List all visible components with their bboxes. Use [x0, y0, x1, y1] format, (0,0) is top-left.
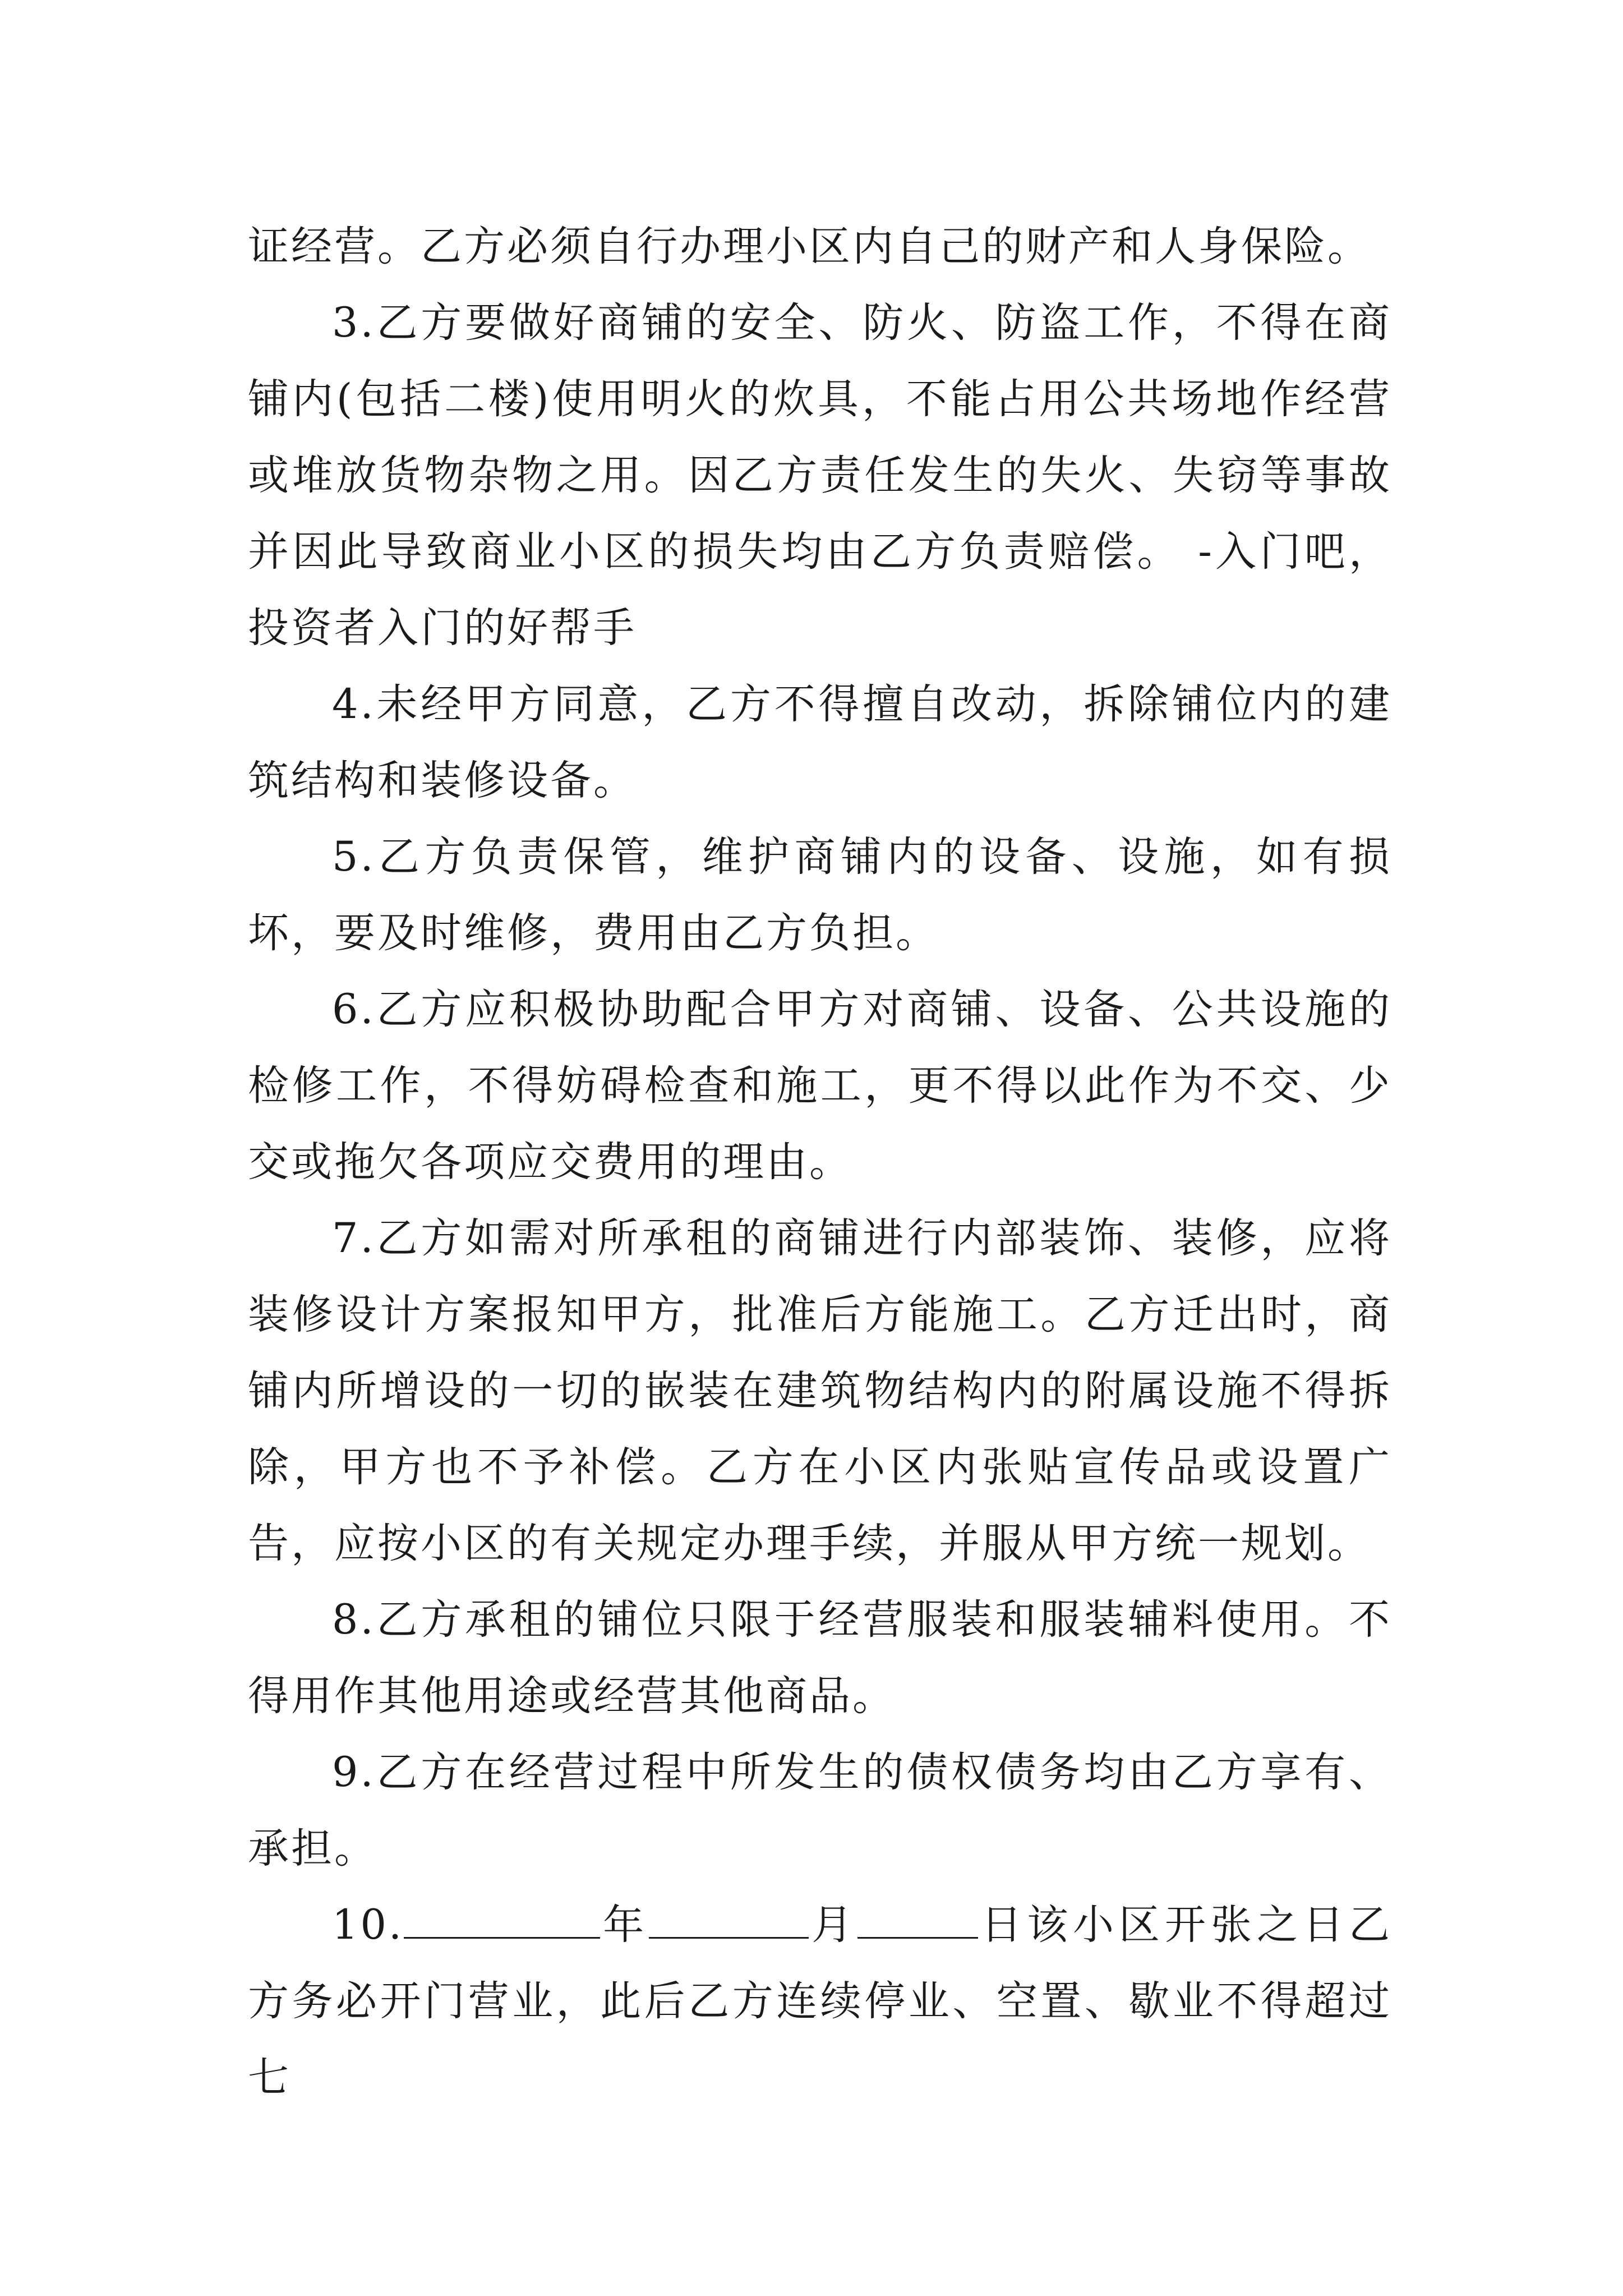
clause-7: 7.乙方如需对所承租的商铺进行内部装饰、装修，应将装修设计方案报知甲方，批准后方能施工。乙方迁出时，商铺内所增设的一切的嵌装在建筑物结构内的附属设施不得拆除，甲方也不予补偿。乙方在小区内张贴宣传品或设置广告，应按小区的有关规定办理手续，并服从甲方统一规划。 [248, 1214, 1392, 1567]
day-label: 日 [978, 1901, 1027, 1949]
month-label: 月 [809, 1901, 858, 1949]
year-blank [404, 1892, 600, 1939]
clause-6: 6.乙方应积极协助配合甲方对商铺、设备、公共设施的检修工作，不得妨碍检查和施工，更不得以此作为不交、少交或拖欠各项应交费用的理由。 [248, 986, 1392, 1186]
clause-10-text: 该小区开张之日乙方务必开门营业，此后乙方连续停业、空置、歇业不得超过七 [248, 1901, 1393, 2101]
document-body [248, 209, 1392, 2116]
year-label: 年 [600, 1901, 649, 1949]
day-blank [857, 1892, 978, 1939]
clause-3: 3.乙方要做好商铺的安全、防火、防盗工作，不得在商铺内(包括二楼)使用明火的炊具，不能占用公共场地作经营或堆放货物杂物之用。因乙方责任发生的失火、失窃等事故并因此导致商业小区的损失均由乙方负责赔偿。 -入门吧，投资者入门的好帮手 [248, 299, 1392, 652]
paragraph-continuation: 证经营。乙方必须自行办理小区内自己的财产和人身保险。 [248, 223, 1371, 270]
clause-4: 4.未经甲方同意，乙方不得擅自改动，拆除铺位内的建筑结构和装修设备。 [248, 680, 1392, 804]
clause-10-number: 10. [332, 1901, 404, 1949]
month-blank [649, 1892, 809, 1939]
clause-5: 5.乙方负责保管，维护商铺内的设备、设施，如有损坏，要及时维修，费用由乙方负担。 [248, 833, 1392, 957]
clause-8: 8.乙方承租的铺位只限于经营服装和服装辅料使用。不得用作其他用途或经营其他商品。 [248, 1596, 1392, 1720]
clause-10 [248, 1887, 1392, 2116]
clause-9: 9.乙方在经营过程中所发生的债权债务均由乙方享有、承担。 [248, 1749, 1392, 1872]
